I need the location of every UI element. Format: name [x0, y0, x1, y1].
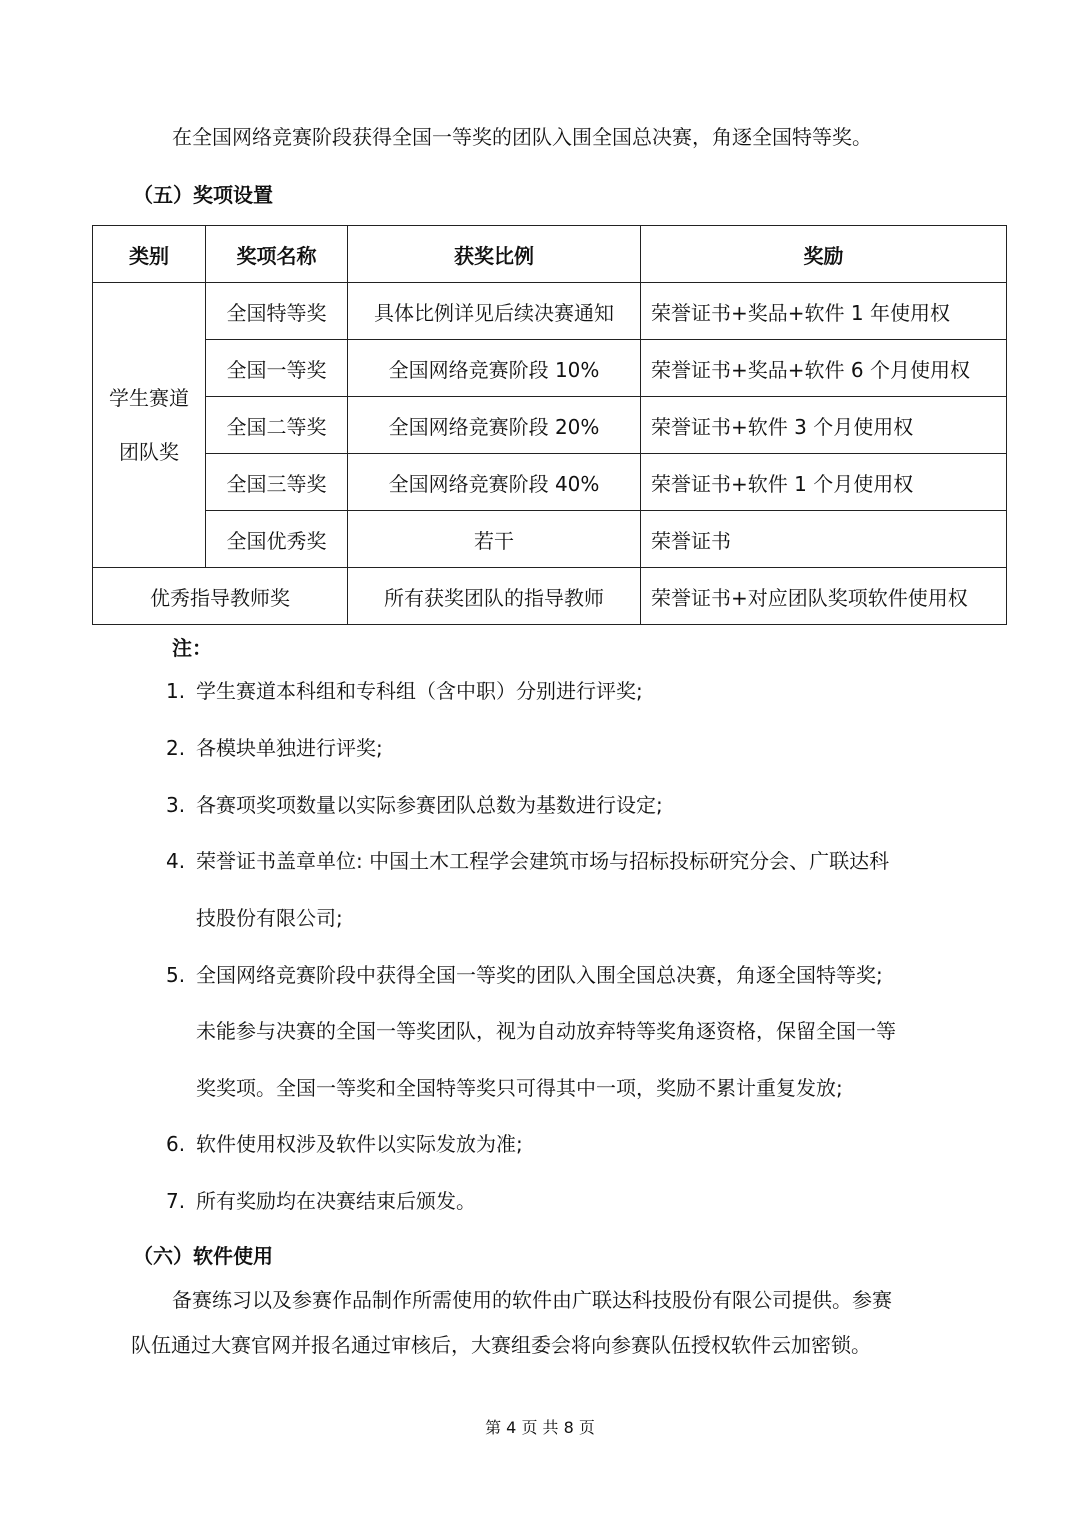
notes-title: 注：	[172, 636, 212, 660]
note-text: 全国网络竞赛阶段中获得全国一等奖的团队入围全国总决赛，角逐全国特等奖;	[196, 963, 883, 987]
table-row	[93, 397, 1007, 454]
award-ratio: 全国网络竞赛阶段 20%	[348, 397, 641, 454]
note-text: 各模块单独进行评奖;	[196, 736, 383, 760]
note-number: 3.	[166, 793, 186, 817]
award-reward: 荣誉证书+对应团队奖项软件使用权	[641, 568, 1007, 625]
header-award-name: 奖项名称	[206, 226, 348, 283]
note-item	[166, 1187, 476, 1215]
table-row	[93, 454, 1007, 511]
header-reward: 奖励	[641, 226, 1007, 283]
note-number: 7.	[166, 1189, 186, 1213]
note-number: 1.	[166, 679, 186, 703]
award-reward: 荣誉证书+奖品+软件 1 年使用权	[641, 283, 1007, 340]
category-teacher-award: 优秀指导教师奖	[93, 568, 348, 625]
note-text-continued: 技股份有限公司;	[196, 906, 343, 930]
note-number: 5.	[166, 963, 186, 987]
award-reward: 荣誉证书+软件 1 个月使用权	[641, 454, 1007, 511]
awards-table	[92, 225, 1007, 625]
note-text: 学生赛道本科组和专科组（含中职）分别进行评奖;	[196, 679, 643, 703]
section-6-paragraph-line-1: 备赛练习以及参赛作品制作所需使用的软件由广联达科技股份有限公司提供。参赛	[172, 1288, 892, 1312]
note-text: 软件使用权涉及软件以实际发放为准;	[196, 1132, 523, 1156]
header-category: 类别	[93, 226, 206, 283]
table-row	[93, 283, 1007, 340]
note-text: 各赛项奖项数量以实际参赛团队总数为基数进行设定;	[196, 793, 663, 817]
intro-paragraph: 在全国网络竞赛阶段获得全国一等奖的团队入围全国总决赛，角逐全国特等奖。	[172, 125, 872, 149]
award-name: 全国一等奖	[206, 340, 348, 397]
award-ratio: 全国网络竞赛阶段 40%	[348, 454, 641, 511]
header-award-ratio: 获奖比例	[348, 226, 641, 283]
note-text-continued: 奖奖项。全国一等奖和全国特等奖只可得其中一项，奖励不累计重复发放;	[196, 1076, 843, 1100]
table-row	[93, 340, 1007, 397]
page-footer: 第 4 页 共 8 页	[485, 1418, 595, 1437]
note-number: 2.	[166, 736, 186, 760]
section-6-paragraph-line-2: 队伍通过大赛官网并报名通过审核后，大赛组委会将向参赛队伍授权软件云加密锁。	[131, 1333, 871, 1357]
table-row	[93, 511, 1007, 568]
award-ratio: 所有获奖团队的指导教师	[348, 568, 641, 625]
section-5-title: （五）奖项设置	[133, 183, 273, 207]
note-item	[166, 677, 643, 705]
note-text-continued: 未能参与决赛的全国一等奖团队，视为自动放弃特等奖角逐资格，保留全国一等	[196, 1019, 896, 1043]
award-name: 全国三等奖	[206, 454, 348, 511]
note-item	[166, 961, 883, 989]
note-number: 4.	[166, 849, 186, 873]
section-6-title: （六）软件使用	[133, 1244, 273, 1268]
award-name: 全国特等奖	[206, 283, 348, 340]
note-item	[166, 847, 889, 875]
award-reward: 荣誉证书+奖品+软件 6 个月使用权	[641, 340, 1007, 397]
award-reward: 荣誉证书	[641, 511, 1007, 568]
award-ratio: 全国网络竞赛阶段 10%	[348, 340, 641, 397]
table-header-row	[93, 226, 1007, 283]
note-text: 所有奖励均在决赛结束后颁发。	[196, 1189, 476, 1213]
award-name: 全国优秀奖	[206, 511, 348, 568]
award-ratio: 若干	[348, 511, 641, 568]
category-line-1: 学生赛道	[109, 386, 189, 410]
table-row	[93, 568, 1007, 625]
category-line-2: 团队奖	[119, 440, 179, 464]
note-text: 荣誉证书盖章单位: 中国土木工程学会建筑市场与招标投标研究分会、广联达科	[196, 849, 890, 873]
award-reward: 荣誉证书+软件 3 个月使用权	[641, 397, 1007, 454]
award-ratio: 具体比例详见后续决赛通知	[348, 283, 641, 340]
note-item	[166, 1130, 523, 1158]
note-item	[166, 734, 383, 762]
note-number: 6.	[166, 1132, 186, 1156]
note-item	[166, 791, 663, 819]
award-name: 全国二等奖	[206, 397, 348, 454]
category-student-team	[93, 283, 206, 568]
